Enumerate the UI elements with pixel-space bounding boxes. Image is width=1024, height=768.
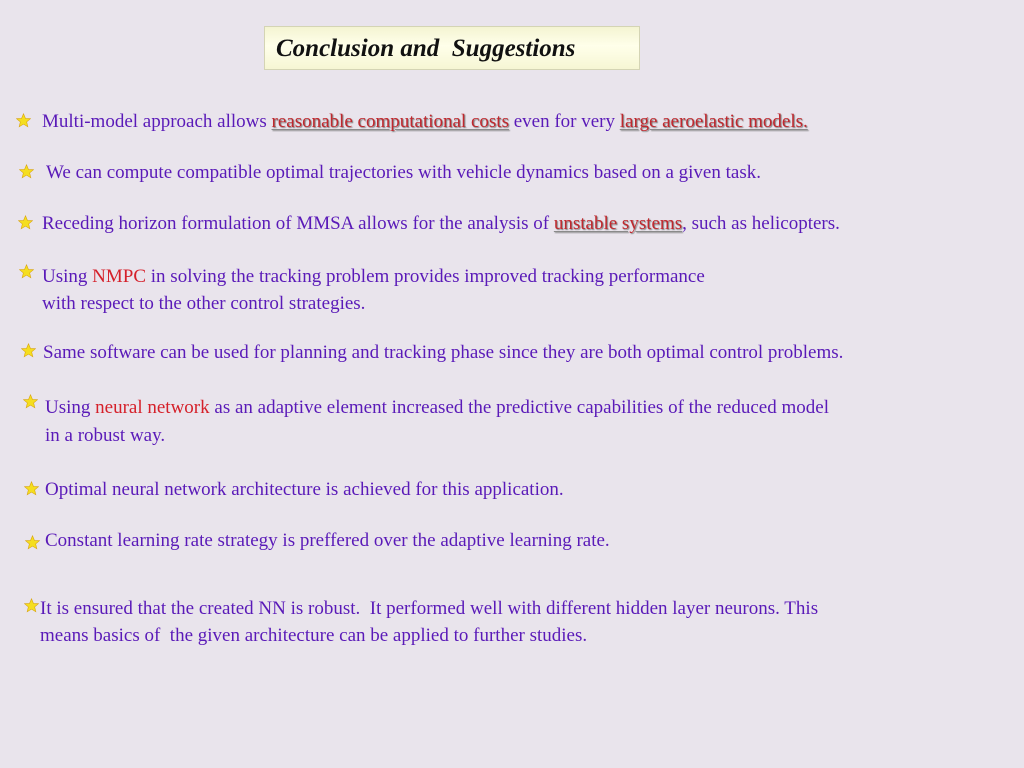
bullet-text-line2: means basics of the given architecture can be applied to further studies. — [40, 625, 588, 646]
title-box — [264, 26, 640, 70]
bullet-text-segment: Using — [45, 397, 96, 418]
star-icon — [19, 264, 34, 279]
star-icon — [18, 215, 33, 230]
bullet-text: Same software can be used for planning and tracking phase since they are both optimal control problems. — [43, 342, 844, 363]
star-icon — [23, 394, 38, 409]
highlight-unstable-systems: unstable systems — [553, 213, 683, 234]
bullet-text — [45, 397, 829, 419]
bullet-text: Optimal neural network architecture is achieved for this application. — [45, 479, 564, 500]
highlight-computational-costs: reasonable computational costs — [271, 111, 509, 132]
bullet-text-line2: with respect to the other control strategies. — [42, 293, 366, 314]
star-icon — [16, 113, 31, 128]
bullet-text-segment: as an adaptive element increased the predictive capabilities of the reduced model — [209, 397, 829, 418]
bullet-text-segment: Multi-model approach allows — [42, 111, 272, 132]
bullet-text: Constant learning rate strategy is preffered over the adaptive learning rate. — [45, 530, 610, 551]
bullet-text: We can compute compatible optimal trajectories with vehicle dynamics based on a given task. — [46, 162, 761, 183]
star-icon — [24, 481, 39, 496]
star-icon — [21, 343, 36, 358]
highlight-neural-network: neural network — [95, 397, 210, 418]
bullet-text-segment: Receding horizon formulation of MMSA allows for the analysis of — [42, 213, 554, 234]
bullet-text-segment: even for very — [508, 111, 620, 132]
highlight-nmpc: NMPC — [92, 266, 147, 287]
star-icon — [25, 535, 40, 550]
bullet-text-segment: , such as helicopters. — [682, 213, 840, 234]
bullet-text-line2: in a robust way. — [45, 425, 166, 446]
bullet-text-segment: Using — [42, 266, 93, 287]
bullet-text: It is ensured that the created NN is robust. It performed well with different hidden layer neurons. This — [40, 598, 819, 619]
bullet-text — [42, 111, 808, 133]
highlight-aeroelastic-models: large aeroelastic models. — [619, 111, 808, 132]
slide-title: Conclusion and Suggestions — [276, 35, 576, 62]
star-icon — [24, 598, 39, 613]
bullet-text — [42, 213, 840, 235]
bullet-text-segment: in solving the tracking problem provides improved tracking performance — [146, 266, 705, 287]
bullet-text — [42, 266, 705, 288]
star-icon — [19, 164, 34, 179]
